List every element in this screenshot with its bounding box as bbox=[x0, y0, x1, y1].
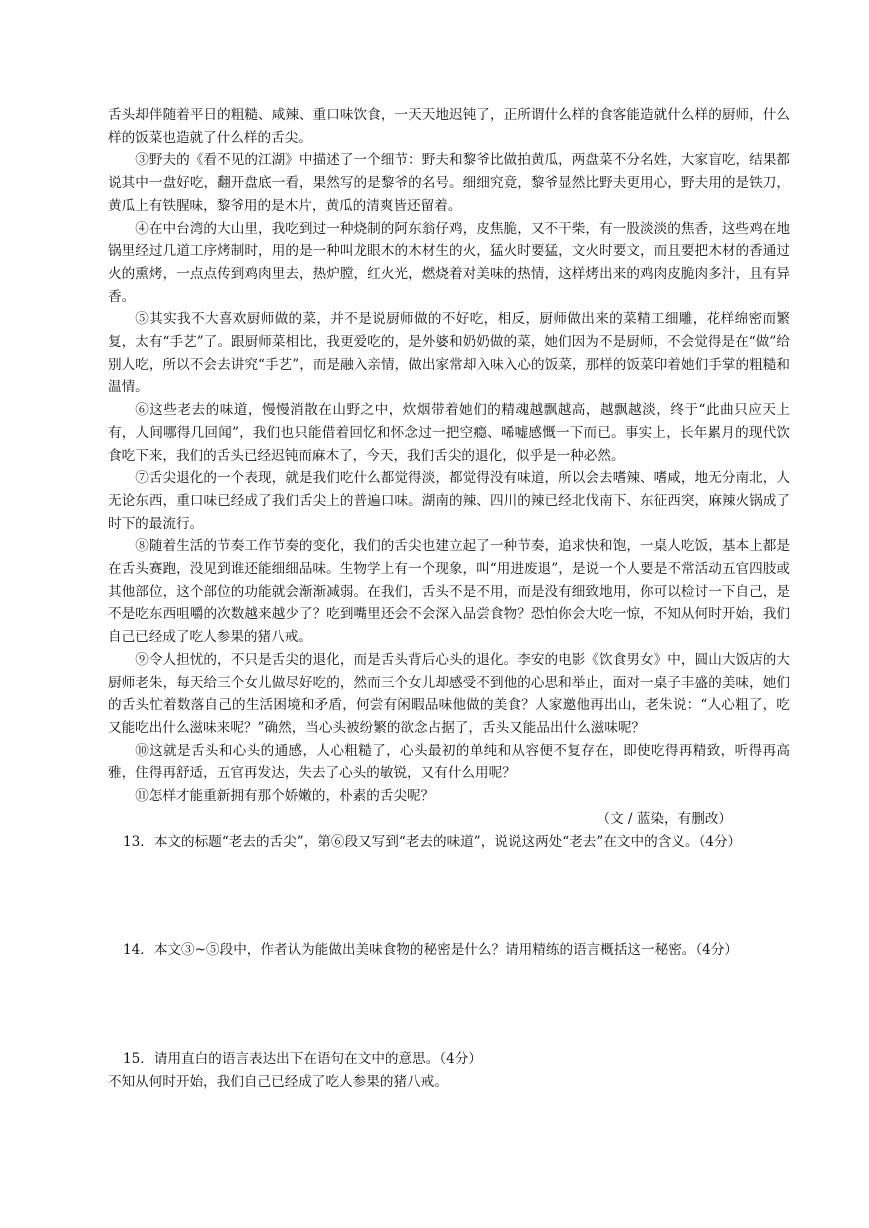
answer-space-14[interactable] bbox=[108, 962, 790, 1048]
passage-paragraph-9: ⑨令人担忧的，不只是舌尖的退化，而是舌头背后心头的退化。李安的电影《饮食男女》中，圆山大饭店的大厨师老朱，每天给三个女儿做尽好吃的，然而三个女儿却感受不到他的心思和举止，面对一桌子丰盛的美味，她们的舌头忙着数落自己的生活困境和矛盾，何尝有闲暇品味他做的美食？人家邀他再出山，老朱说：“人心粗了，吃又能吃出什么滋味来呢？”确然，当心头被纷繁的欲念占据了，舌头又能品出什么滋味呢？ bbox=[108, 651, 790, 736]
question-15-quote: 不知从何时开始，我们自己已经成了吃人参果的猪八戒。 bbox=[108, 1073, 448, 1090]
passage-paragraph-11: ⑪怎样才能重新拥有那个娇嫩的，朴素的舌尖呢？ bbox=[135, 788, 435, 805]
passage-paragraph-4: ④在中台湾的大山里，我吃到过一种烧制的阿东翁仔鸡，皮焦脆，又不干柴，有一股淡淡的焦香，这些鸡在地锅里经过几道工序烤制时，用的是一种叫龙眼木的木材生的火，猛火时要猛，文火时要文，而且要把木材的香通过火的熏烤，一点点传到鸡肉里去，热炉膛，红火光，燃烧着对美味的热情，这样烤出来的鸡肉皮脆肉多汁，且有异香。 bbox=[108, 220, 790, 305]
reading-passage bbox=[108, 104, 790, 1093]
passage-paragraph-6: ⑥这些老去的味道，慢慢消散在山野之中，炊烟带着她们的精魂越飘越高，越飘越淡，终于“此曲只应天上有，人间哪得几回闻”，我们也只能借着回忆和怀念过一把空瘾、唏嘘感慨一下而已。事实上，长年累月的现代饮食吃下来，我们的舌头已经迟钝而麻木了，今天，我们舌尖的退化，似乎是一种必然。 bbox=[108, 402, 790, 464]
question-14: 14．本文③~⑤段中，作者认为能做出美味食物的秘密是什么？请用精练的语言概括这一秘密。（4分） bbox=[122, 942, 739, 959]
answer-space-13[interactable] bbox=[108, 853, 790, 939]
passage-paragraph-10: ⑩这就是舌头和心头的通感，人心粗糙了，心头最初的单纯和从容便不复存在，即使吃得再精致，听得再高雅，住得再舒适，五官再发达，失去了心头的敏锐，又有什么用呢？ bbox=[108, 742, 790, 782]
passage-paragraph-5: ⑤其实我不大喜欢厨师做的菜，并不是说厨师做的不好吃，相反，厨师做出来的菜精工细雕，花样绵密而繁复，太有“手艺”了。跟厨师菜相比，我更爱吃的，是外婆和奶奶做的菜，她们因为不是厨师，不会觉得是在“做”给别人吃，所以不会去讲究“手艺”，而是融入亲情，做出家常却入味入心的饭菜，那样的饭菜印着她们手掌的粗糙和温情。 bbox=[108, 311, 790, 396]
passage-paragraph-7: ⑦舌尖退化的一个表现，就是我们吃什么都觉得淡，都觉得没有味道，所以会去嗜辣、嗜咸，地无分南北，人无论东西，重口味已经成了我们舌尖上的普遍口味。湖南的辣、四川的辣已经北伐南下、东征西突，麻辣火锅成了时下的最流行。 bbox=[108, 470, 790, 532]
passage-paragraph-8: ⑧随着生活的节奏工作节奏的变化，我们的舌尖也建立起了一种节奏，追求快和饱，一桌人吃饭，基本上都是在舌头赛跑，没见到谁还能细细品味。生物学上有一个现象，叫“用进废退”，是说一个人要是不常活动五官四肢或其他部位，这个部位的功能就会渐渐减弱。在我们，舌头不是不用，而是没有细致地用，你可以检讨一下自己，是不是吃东西咀嚼的次数越来越少了？吃到嘴里还会不会深入品尝食物？恐怕你会大吃一惊，不知从何时开始，我们自己已经成了吃人参果的猪八戒。 bbox=[108, 538, 790, 646]
article-attribution: （文 / 蓝染，有删改） bbox=[596, 810, 732, 827]
passage-paragraph-3: ③野夫的《看不见的江湖》中描述了一个细节：野夫和黎爷比做拍黄瓜，两盘菜不分名姓，大家盲吃，结果都说其中一盘好吃，翻开盘底一看，果然写的是黎爷的名号。细细究竟，黎爷显然比野夫更用心，野夫用的是铁刀，黄瓜上有铁腥味，黎爷用的是木片，黄瓜的清爽皆还留着。 bbox=[108, 152, 790, 214]
passage-paragraph-2-continued: 舌头却伴随着平日的粗糙、咸辣、重口味饮食，一天天地迟钝了，正所谓什么样的食客能造就什么样的厨师，什么样的饭菜也造就了什么样的舌尖。 bbox=[108, 107, 790, 146]
question-13: 13．本文的标题“老去的舌尖”，第⑥段又写到“老去的味道”，说说这两处“老去”在文中的含义。（4分） bbox=[122, 833, 742, 850]
question-15: 15．请用直白的语言表达出下在语句在文中的意思。（4分） bbox=[122, 1050, 482, 1067]
